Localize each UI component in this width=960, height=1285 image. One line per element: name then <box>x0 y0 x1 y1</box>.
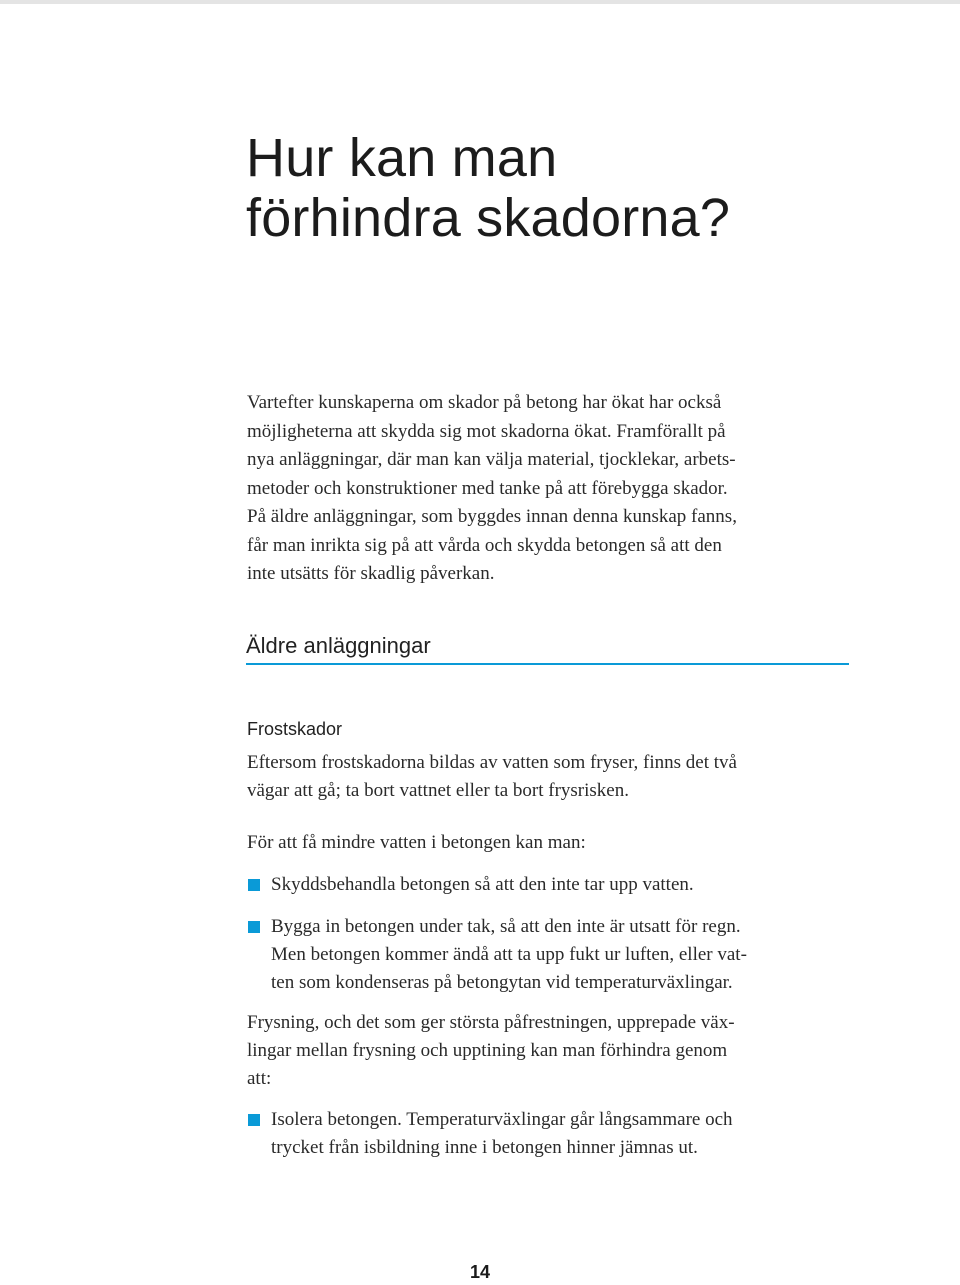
paragraph-line: Eftersom frostskadorna bildas av vatten som fryser, finns det två <box>247 752 737 773</box>
intro-line: Vartefter kunskaperna om skador på betong har ökat har också <box>247 392 722 413</box>
section-heading: Äldre anläggningar <box>246 631 849 665</box>
paragraph-line: vägar att gå; ta bort vattnet eller ta bort frysrisken. <box>247 780 629 801</box>
list-item-line: ten som kondenseras på betongytan vid temperaturväxlingar. <box>271 972 733 993</box>
paragraph-line: lingar mellan frysning och upptining kan man förhindra genom <box>247 1040 728 1061</box>
intro-line: På äldre anläggningar, som byggdes innan denna kunskap fanns, <box>247 506 737 527</box>
list-item-text <box>271 913 871 997</box>
intro-paragraph <box>247 389 857 589</box>
list-item-line: Bygga in betongen under tak, så att den inte är utsatt för regn. <box>271 916 741 937</box>
page-title-line-1: Hur kan man <box>246 128 558 188</box>
page-number: 14 <box>469 1262 491 1282</box>
list-item-line: Skyddsbehandla betongen så att den inte tar upp vatten. <box>271 874 694 895</box>
water-intro-paragraph <box>247 829 867 857</box>
square-bullet-icon <box>248 921 260 933</box>
paragraph-line: För att få mindre vatten i betongen kan man: <box>247 832 586 853</box>
freezing-paragraph <box>247 1009 867 1093</box>
intro-line: möjligheterna att skydda sig mot skadorna ökat. Framförallt på <box>247 420 726 442</box>
paragraph-line: att: <box>247 1068 272 1089</box>
list-item-line: Isolera betongen. Temperaturväxlingar går långsammare och <box>271 1109 733 1130</box>
page-title <box>246 128 926 248</box>
page-title-line-2: förhindra skadorna? <box>246 188 731 248</box>
top-edge-bar <box>0 0 960 4</box>
intro-line: metoder och konstruktioner med tanke på att förebygga skador. <box>247 477 728 499</box>
square-bullet-icon <box>248 879 260 891</box>
intro-line: får man inrikta sig på att vårda och skydda betongen så att den <box>247 534 722 556</box>
list-item-text <box>271 1106 871 1162</box>
paragraph-line: Frysning, och det som ger största påfrestningen, upprepade väx- <box>247 1012 735 1033</box>
intro-line: inte utsätts för skadlig påverkan. <box>247 563 495 584</box>
intro-line: nya anläggningar, där man kan välja material, tjocklekar, arbets- <box>247 449 736 470</box>
square-bullet-icon <box>248 1114 260 1126</box>
list-item-line: trycket från isbildning inne i betongen hinner jämnas ut. <box>271 1137 698 1158</box>
list-item-text <box>271 871 871 899</box>
subheading: Frostskador <box>247 719 343 739</box>
frost-paragraph <box>247 749 867 805</box>
list-item-line: Men betongen kommer ändå att ta upp fukt ur luften, eller vat- <box>271 944 747 965</box>
